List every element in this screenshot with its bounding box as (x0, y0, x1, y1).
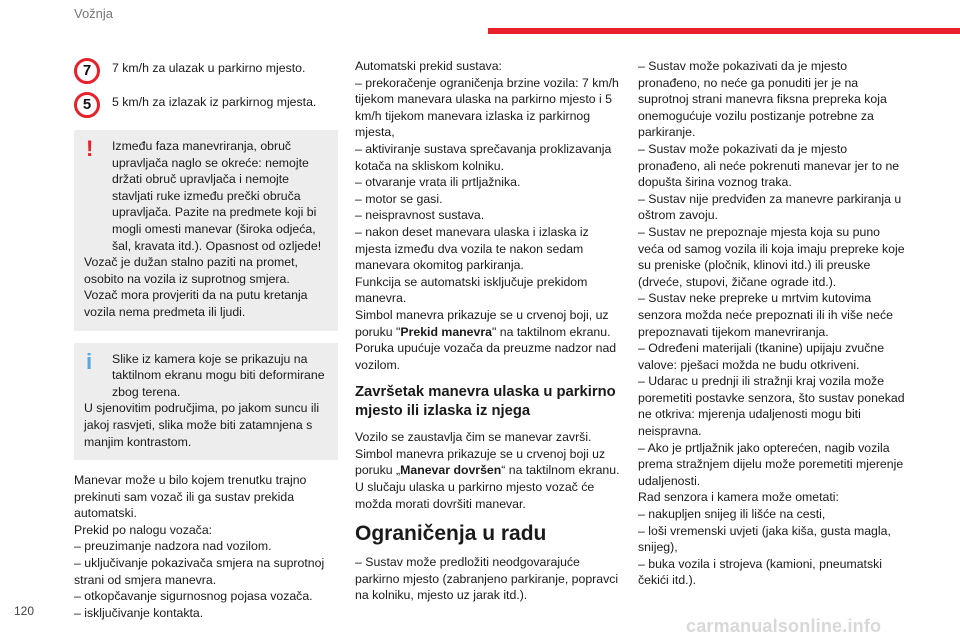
column-3 (638, 58, 908, 589)
limits-heading: Ograničenja u radu (355, 522, 547, 546)
section-heading: Završetak manevra ulaska u parkirno mjesto ili izlaska iz njega (355, 384, 616, 420)
end-message-bold: Manevar dovršen (400, 463, 502, 478)
list-item: – aktiviranje sustava sprečavanja proklizavanja kotača na skliskom kolniku. (355, 141, 612, 173)
section-header: Vožnja (74, 6, 114, 21)
list-item: – Sustav nije predviđen za manevre parkiranja u oštrom zavoju. (638, 191, 902, 223)
list-item: – preuzimanje nadzora nad vozilom. (74, 539, 272, 554)
column-1 (74, 58, 338, 621)
stop-message-text: Simbol manevra prikazuje se u crvenoj boji, uz poruku "Prekid manevra" na taktilnom ekranu. (355, 307, 611, 339)
list-item: – neispravnost sustava. (355, 208, 485, 223)
stop-message-bold: Prekid manevra (400, 324, 492, 339)
body-text: Funkcija se automatski isključuje prekidom manevra. (355, 274, 588, 306)
speed-badge-icon: 7 (74, 58, 100, 84)
end-message-text: Simbol manevra prikazuje se u crvenoj boji uz poruku „Manevar dovršen“ na taktilnom ekranu. (355, 446, 620, 478)
warning-icon: ! (86, 136, 94, 161)
list-item: – buka vozila i strojeva (kamioni, pneumatski čekići itd.). (638, 556, 882, 588)
list-item: – otkopčavanje sigurnosnog pojasa vozača. (74, 589, 313, 604)
list-item: – prekoračenje ograničenja brzine vozila: 7 km/h tijekom manevara ulaska na parkirno mjesto i 5 km/h tijekom manevara izlaska iz parkirnog mjesta, (355, 75, 619, 140)
column-2 (355, 58, 623, 604)
info-icon: i (86, 348, 93, 374)
list-item: – Sustav neke prepreke u mrtvim kutovima senzora možda neće prepoznati ili ih više neće prepoznavati tijekom manevriranja. (638, 291, 893, 339)
body-text: Automatski prekid sustava: (355, 59, 502, 73)
warning-text: Vozač je dužan stalno paziti na promet, osobito na vozila iz suprotnog smjera. (84, 255, 298, 286)
body-text: Manevar može u bilo kojem trenutku trajno prekinuti sam vozač ili ga sustav prekida automatski. (74, 473, 307, 521)
list-item: – nakupljen snijeg ili lišće na cesti, (638, 507, 826, 522)
list-item: – otvaranje vrata ili prtljažnika. (355, 175, 521, 190)
list-item: – Udarac u prednji ili stražnji kraj vozila može poremetiti postavke senzora, što sustav ponekad ne otkriva: mjerenja udaljenosti mogu biti neispravna. (638, 374, 905, 439)
page-number: 120 (14, 604, 35, 618)
list-item: – Sustav ne prepoznaje mjesta koja su puno veća od samog vozila ili koja imaju prepreke koje su preniske (pločnik, klinovi itd.) ili preuske (drveće, stupovi, žičane ograde itd.). (638, 224, 905, 289)
list-item: – loši vremenski uvjeti (jaka kiša, gusta magla, snijeg), (638, 523, 891, 555)
list-item: – isključivanje kontakta. (74, 605, 204, 620)
list-item: – Ako je prtljažnik jako opterećen, nagib vozila prema stražnjem dijelu može poremetiti mjerenje udaljenosti. (638, 440, 904, 488)
body-text: Rad senzora i kamera može ometati: (638, 490, 839, 505)
list-item: – nakon deset manevara ulaska i izlaska iz mjesta između dva vozila te nakon sedam manevara okomitog parkiranja. (355, 224, 589, 273)
body-text: Prekid po nalogu vozača: (74, 522, 213, 537)
speed-badge-icon: 5 (74, 92, 100, 118)
warning-text: Vozač mora provjeriti da na putu kretanja vozila nema predmeta ili ljudi. (84, 288, 308, 319)
list-item: – Sustav može pokazivati da je mjesto pronađeno, no neće ga ponuditi jer je na suprotnoj strani manevra fiksna prepreka koja onemogućuje vozilu postizanje potrebne za parkiranje. (638, 59, 887, 140)
list-item: – Sustav može predložiti neodgovarajuće parkirno mjesto (zabranjeno parkiranje, popravci na kolniku, mjesto uz jarak itd.). (355, 555, 619, 603)
warning-text: Između faza manevriranja, obruč upravljača naglo se okreće: nemojte držati obruč upravljača i nemojte stavljati ruke između prečki obruča upravljača. Pazite na predmete koji bi mogli omesti manevar (široka odjeća, šal, kravata itd.). Opasnost od ozljede! (112, 139, 322, 253)
watermark: carmanualsonline.info (686, 616, 882, 636)
speed-text: 5 km/h za izlazak iz parkirnog mjesta. (112, 95, 317, 109)
speed-item-exit (74, 92, 338, 122)
warning-box (74, 130, 338, 331)
speed-text: 7 km/h za ulazak u parkirno mjesto. (112, 61, 306, 75)
list-item: – uključivanje pokazivača smjera na suprotnoj strani od smjera manevra. (74, 556, 325, 587)
info-text: U sjenovitim područjima, po jakom suncu ili jakoj rasvjeti, slika može biti zatamnjena s manjim kontrastom. (84, 401, 320, 449)
list-item: – motor se gasi. (355, 191, 443, 206)
body-text: U slučaju ulaska u parkirno mjesto vozač će možda morati dovršiti manevar. (355, 480, 595, 511)
info-text: Slike iz kamera koje se prikazuju na taktilnom ekranu mogu biti deformirane zbog terena. (112, 351, 325, 399)
speed-item-enter (74, 58, 338, 88)
body-text: Vozilo se zaustavlja čim se manevar završi. (355, 430, 592, 445)
list-item: – Sustav može pokazivati da je mjesto pronađeno, ali neće pokrenuti manevar jer to ne dopušta širina voznog traka. (638, 141, 900, 190)
body-text: Poruka upućuje vozača da preuzme nadzor nad vozilom. (355, 341, 617, 372)
info-box (74, 343, 338, 461)
list-item: – Određeni materijali (tkanine) upijaju zvučne valove: pješaci možda ne budu otkriveni. (638, 341, 885, 372)
header-accent-bar (488, 28, 960, 34)
